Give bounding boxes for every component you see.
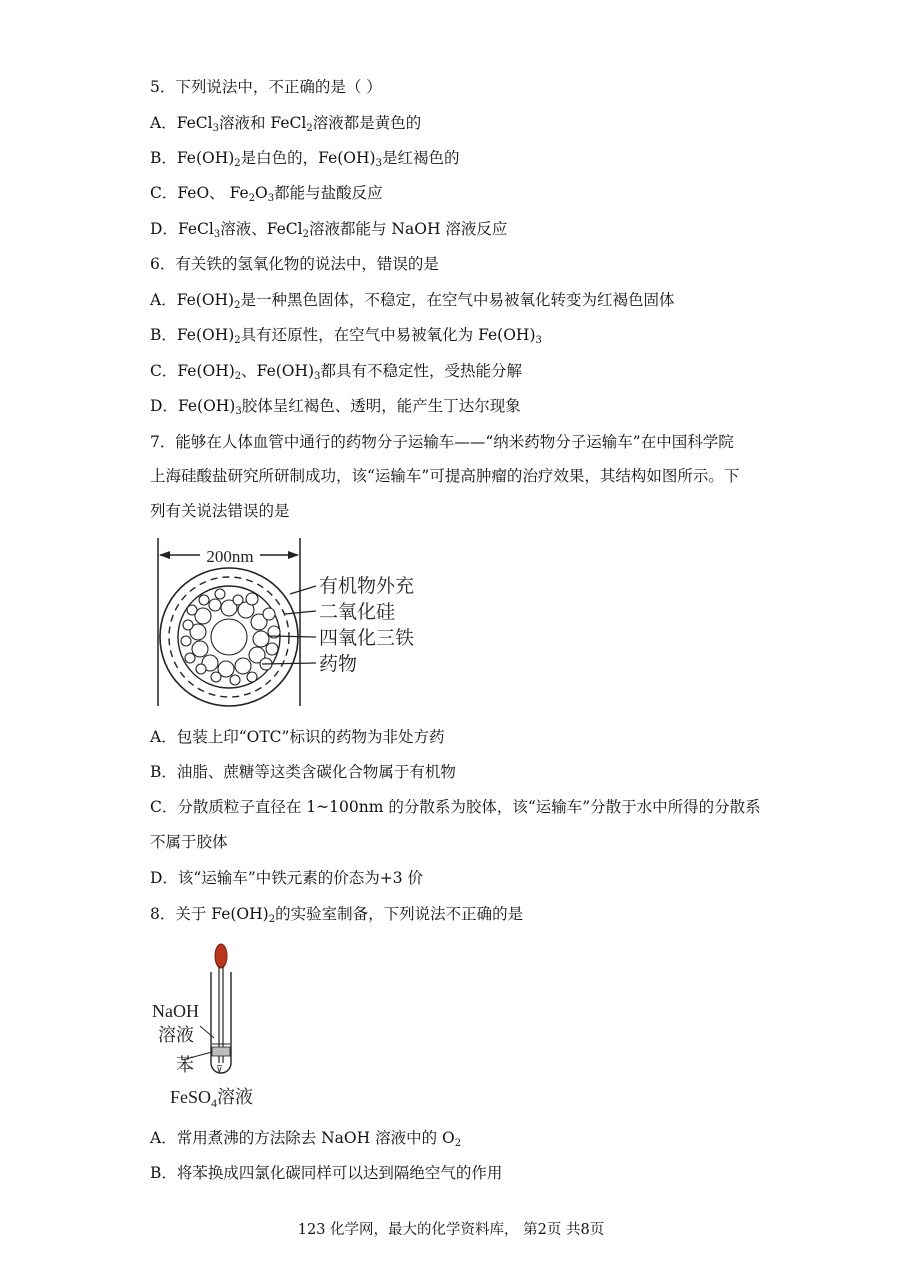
q8-option-b: B．将苯换成四氯化碳同样可以达到隔绝空气的作用 <box>150 1164 503 1182</box>
q7-option-a: A．包装上印“OTC”标识的药物为非处方药 <box>150 728 445 746</box>
label-organic-shell: 有机物外充 <box>319 575 415 597</box>
test-tube-icon <box>211 972 231 1073</box>
nano-carrier-figure <box>150 536 440 708</box>
q7-stem-line-3: 列有关说法错误的是 <box>150 502 290 520</box>
label-drug: 药物 <box>319 653 358 675</box>
q5-option-b: B．$Fe(OH)_2$是白色的，$Fe(OH)_3$是红褐色的 <box>150 149 460 169</box>
q6-option-a: A．$Fe(OH)_2$是一种黑色固体，不稳定，在空气中易被氧化转变为红褐色固体 <box>150 291 675 311</box>
label-feso4: FeSO$_4$溶液 <box>170 1087 254 1110</box>
label-naoh: NaOH <box>152 1001 199 1021</box>
svg-text:⊽: ⊽ <box>216 1065 223 1075</box>
q7-option-d: D．该“运输车”中铁元素的价态为+3 价 <box>150 869 424 887</box>
label-iron-oxide: 四氧化三铁 <box>319 627 415 649</box>
q7-option-c-line-1: C．分散质粒子直径在 1~100nm 的分散系为胶体，该“运输车”分散于水中所得的分散系 <box>150 798 761 816</box>
fe-oh2-apparatus-figure <box>150 938 280 1113</box>
q8-option-a: A．常用煮沸的方法除去 NaOH 溶液中的 $O_2$ <box>150 1129 462 1149</box>
q8-stem: 8．关于 $Fe(OH)_2$的实验室制备，下列说法不正确的是 <box>150 905 524 925</box>
q5-option-a: A．FeCl$_3$溶液和 FeCl$_2$溶液都是黄色的 <box>150 114 422 134</box>
size-label: 200nm <box>206 547 254 566</box>
dropper-bulb-icon <box>215 944 227 968</box>
q7-stem-line-2: 上海硅酸盐研究所研制成功，该“运输车”可提高肿瘤的治疗效果，其结构如图所示。下 <box>150 467 740 485</box>
q6-option-b: B．$Fe(OH)_2$具有还原性，在空气中易被氧化为 $Fe(OH)_3$ <box>150 326 542 346</box>
q7-option-b: B．油脂、蔗糖等这类含碳化合物属于有机物 <box>150 763 456 781</box>
q7-stem-line-1: 7．能够在人体血管中通行的药物分子运输车——“纳米药物分子运输车”在中国科学院 <box>150 433 734 451</box>
q6-stem: 6．有关铁的氢氧化物的说法中，错误的是 <box>150 255 439 273</box>
label-silica: 二氧化硅 <box>319 601 396 623</box>
label-benzene: 苯 <box>176 1055 194 1076</box>
q5-option-d: D．FeCl$_3$溶液、FeCl$_2$溶液都能与 NaOH 溶液反应 <box>150 220 508 240</box>
q7-option-c-line-2: 不属于胶体 <box>150 833 228 851</box>
label-solution: 溶液 <box>158 1025 194 1046</box>
page-footer: 123 化学网，最大的化学资料库， 第2页 共8页 <box>297 1222 605 1238</box>
q5-stem: 5．下列说法中，不正确的是（ ） <box>150 78 382 96</box>
q5-option-c: C．FeO、 $Fe_2O_3$都能与盐酸反应 <box>150 184 383 204</box>
q6-option-c: C．$Fe(OH)_2$、$Fe(OH)_3$都具有不稳定性，受热能分解 <box>150 362 522 382</box>
q6-option-d: D．$Fe(OH)_3$胶体呈红褐色、透明，能产生丁达尔现象 <box>150 397 521 417</box>
